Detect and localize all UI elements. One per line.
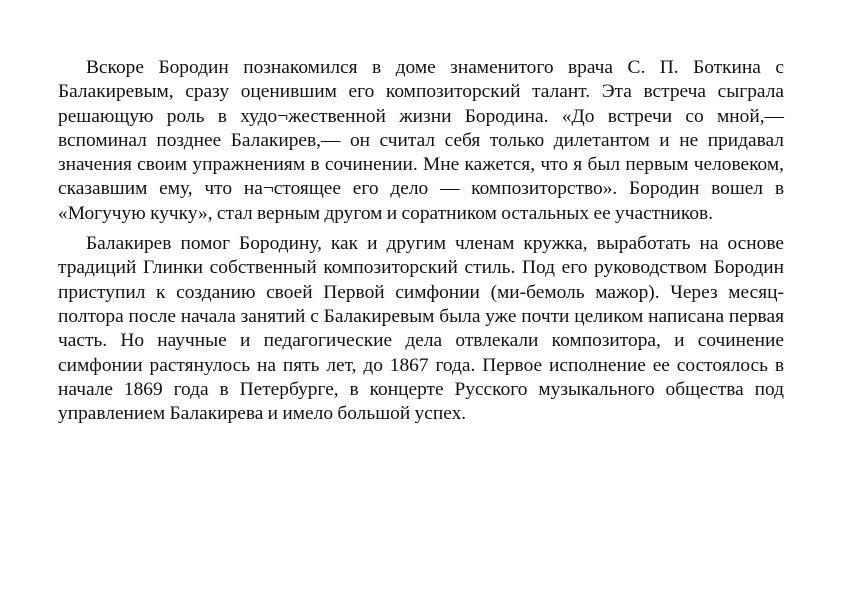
body-text [58,56,784,426]
paragraph-borodin-balakirev-meeting: Вскоре Бородин познакомился в доме знаменитого врача С. П. Боткина с Балакиревым, сразу оценившим его композиторский талант. Эта встреча сыграла решающую роль в худо¬жественной жизни Бородина. «До встречи со мной,— вспоминал позднее Балакирев,— он считал себя только дилетантом и не придавал значения своим упражнениям в сочинении. Мне кажется, что я был первым человеком, сказавшим ему, что на¬стоящее его дело — композиторство». Бородин вошел в «Могучую кучку», стал верным другом и соратником остальных ее участников. [58,57,784,224]
paragraph-first-symphony: Балакирев помог Бородину, как и другим членам кружка, выработать на основе традиций Глинки собственный композиторский стиль. Под его руководством Бородин приступил к созданию своей Первой симфонии (ми-бемоль мажор). Через месяц-полтора после начала занятий с Балакиревым была уже почти целиком написана первая часть. Но научные и педагогические дела отвлекали композитора, и сочинение симфонии растянулось на пять лет, до 1867 года. Первое исполнение ее состоялось в начале 1869 года в Петербурге, в концерте Русского музыкального общества под управлением Балакирева и имело большой успех. [58,233,784,425]
